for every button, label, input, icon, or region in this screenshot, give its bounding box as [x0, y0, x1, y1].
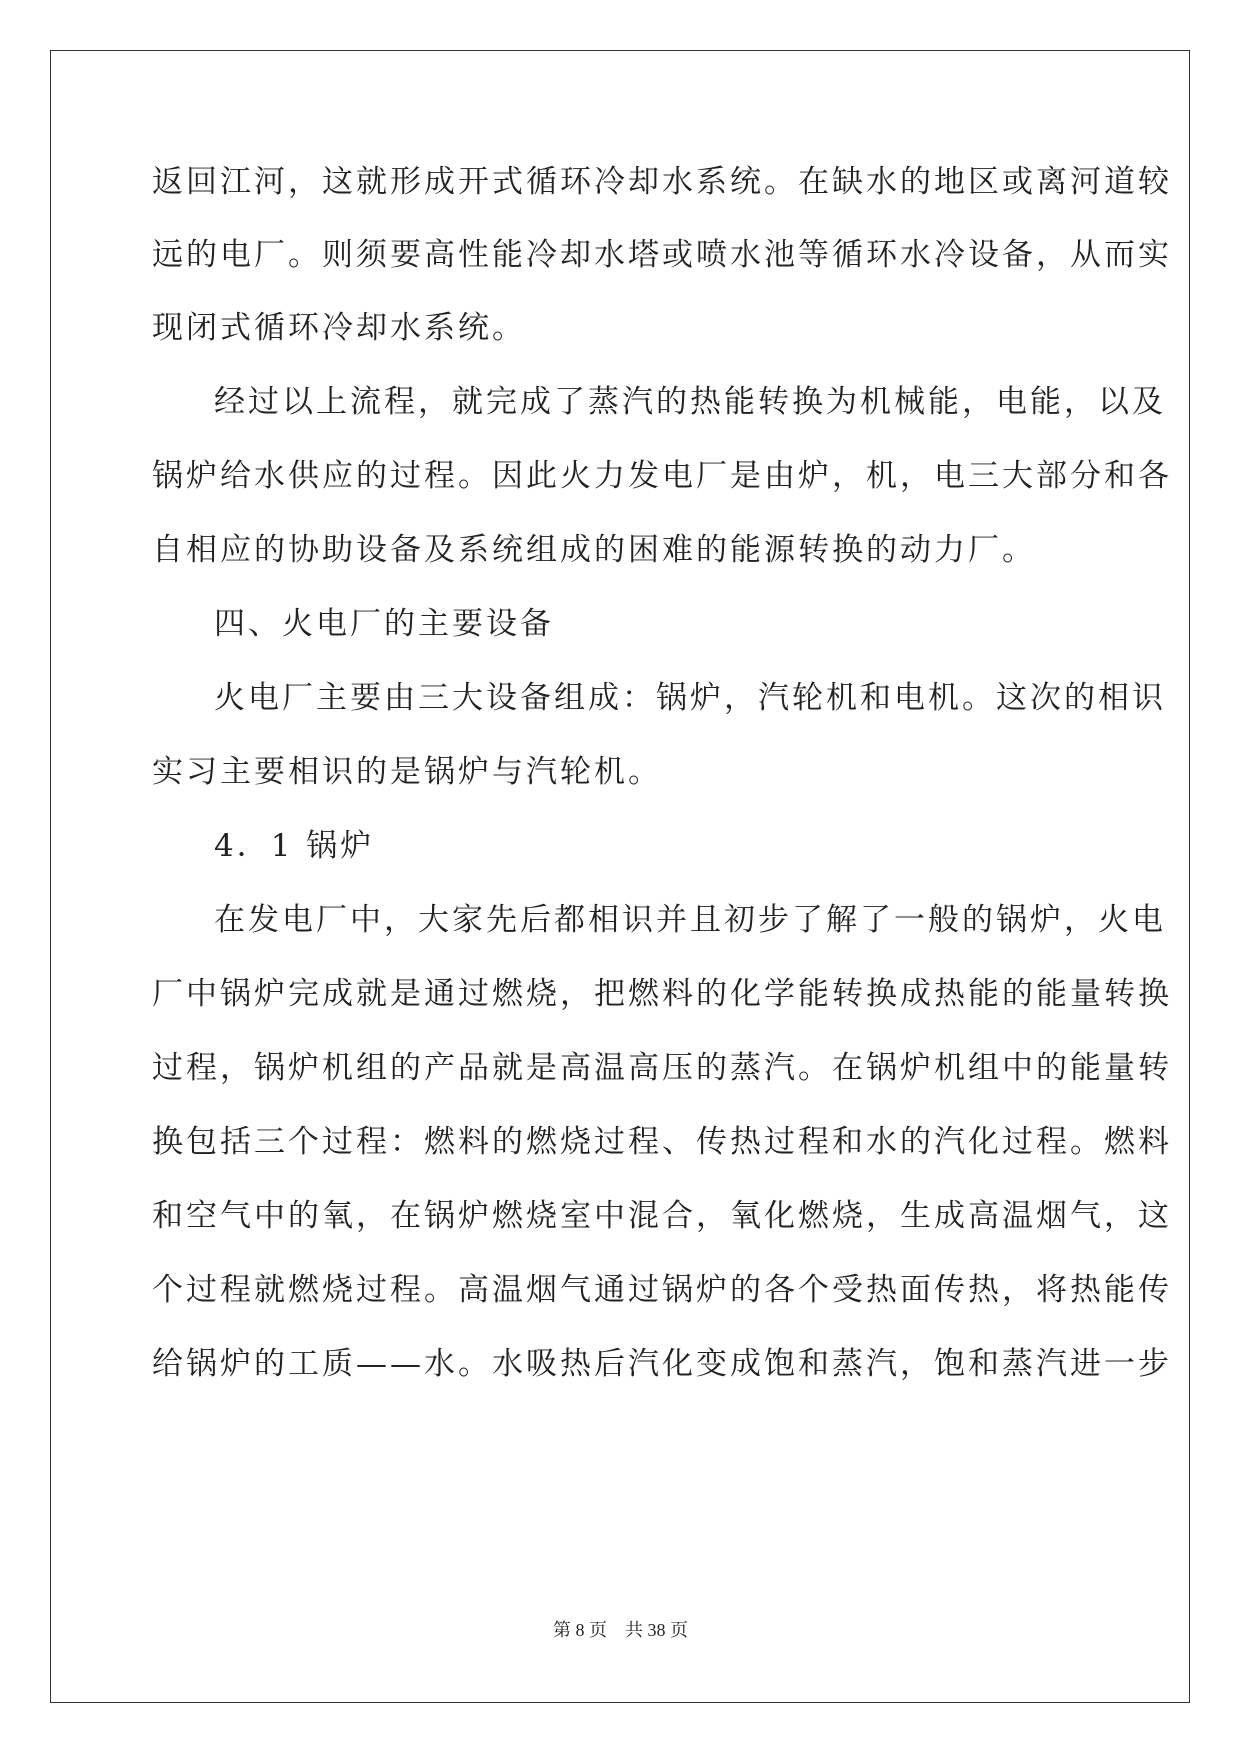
text-line: 现闭式循环冷却水系统。	[152, 310, 526, 346]
text-line: 返回江河，这就形成开式循环冷却水系统。在缺水的地区或离河道较	[152, 164, 1172, 200]
text-line: 锅炉给水供应的过程。因此火力发电厂是由炉，机，电三大部分和各	[152, 458, 1172, 494]
text-line: 厂中锅炉完成就是通过燃烧，把燃料的化学能转换成热能的能量转换	[152, 976, 1172, 1012]
page-border	[50, 50, 1190, 1703]
page-number: 第 8 页	[553, 1620, 607, 1640]
text-line: 自相应的协助设备及系统组成的困难的能源转换的动力厂。	[152, 532, 1036, 568]
text-line: 换包括三个过程：燃料的燃烧过程、传热过程和水的汽化过程。燃料	[152, 1124, 1172, 1160]
text-line: 火电厂主要由三大设备组成：锅炉，汽轮机和电机。这次的相识	[214, 680, 1166, 716]
text-line: 个过程就燃烧过程。高温烟气通过锅炉的各个受热面传热，将热能传	[152, 1272, 1172, 1308]
text-line: 在发电厂中，大家先后都相识并且初步了解了一般的锅炉，火电	[214, 902, 1166, 938]
subsection-heading: 4．1 锅炉	[214, 828, 375, 864]
text-line: 过程，锅炉机组的产品就是高温高压的蒸汽。在锅炉机组中的能量转	[152, 1050, 1172, 1086]
section-heading: 四、火电厂的主要设备	[214, 606, 554, 642]
text-line: 经过以上流程，就完成了蒸汽的热能转换为机械能，电能，以及	[214, 384, 1166, 420]
text-line: 给锅炉的工质——水。水吸热后汽化变成饱和蒸汽，饱和蒸汽进一步	[152, 1346, 1172, 1382]
text-line: 实习主要相识的是锅炉与汽轮机。	[152, 754, 662, 790]
text-line: 和空气中的氧，在锅炉燃烧室中混合，氧化燃烧，生成高温烟气，这	[152, 1198, 1172, 1234]
page-total: 共 38 页	[625, 1620, 688, 1640]
page-footer	[0, 1616, 1241, 1642]
text-line: 远的电厂。则须要高性能冷却水塔或喷水池等循环水冷设备，从而实	[152, 237, 1172, 273]
